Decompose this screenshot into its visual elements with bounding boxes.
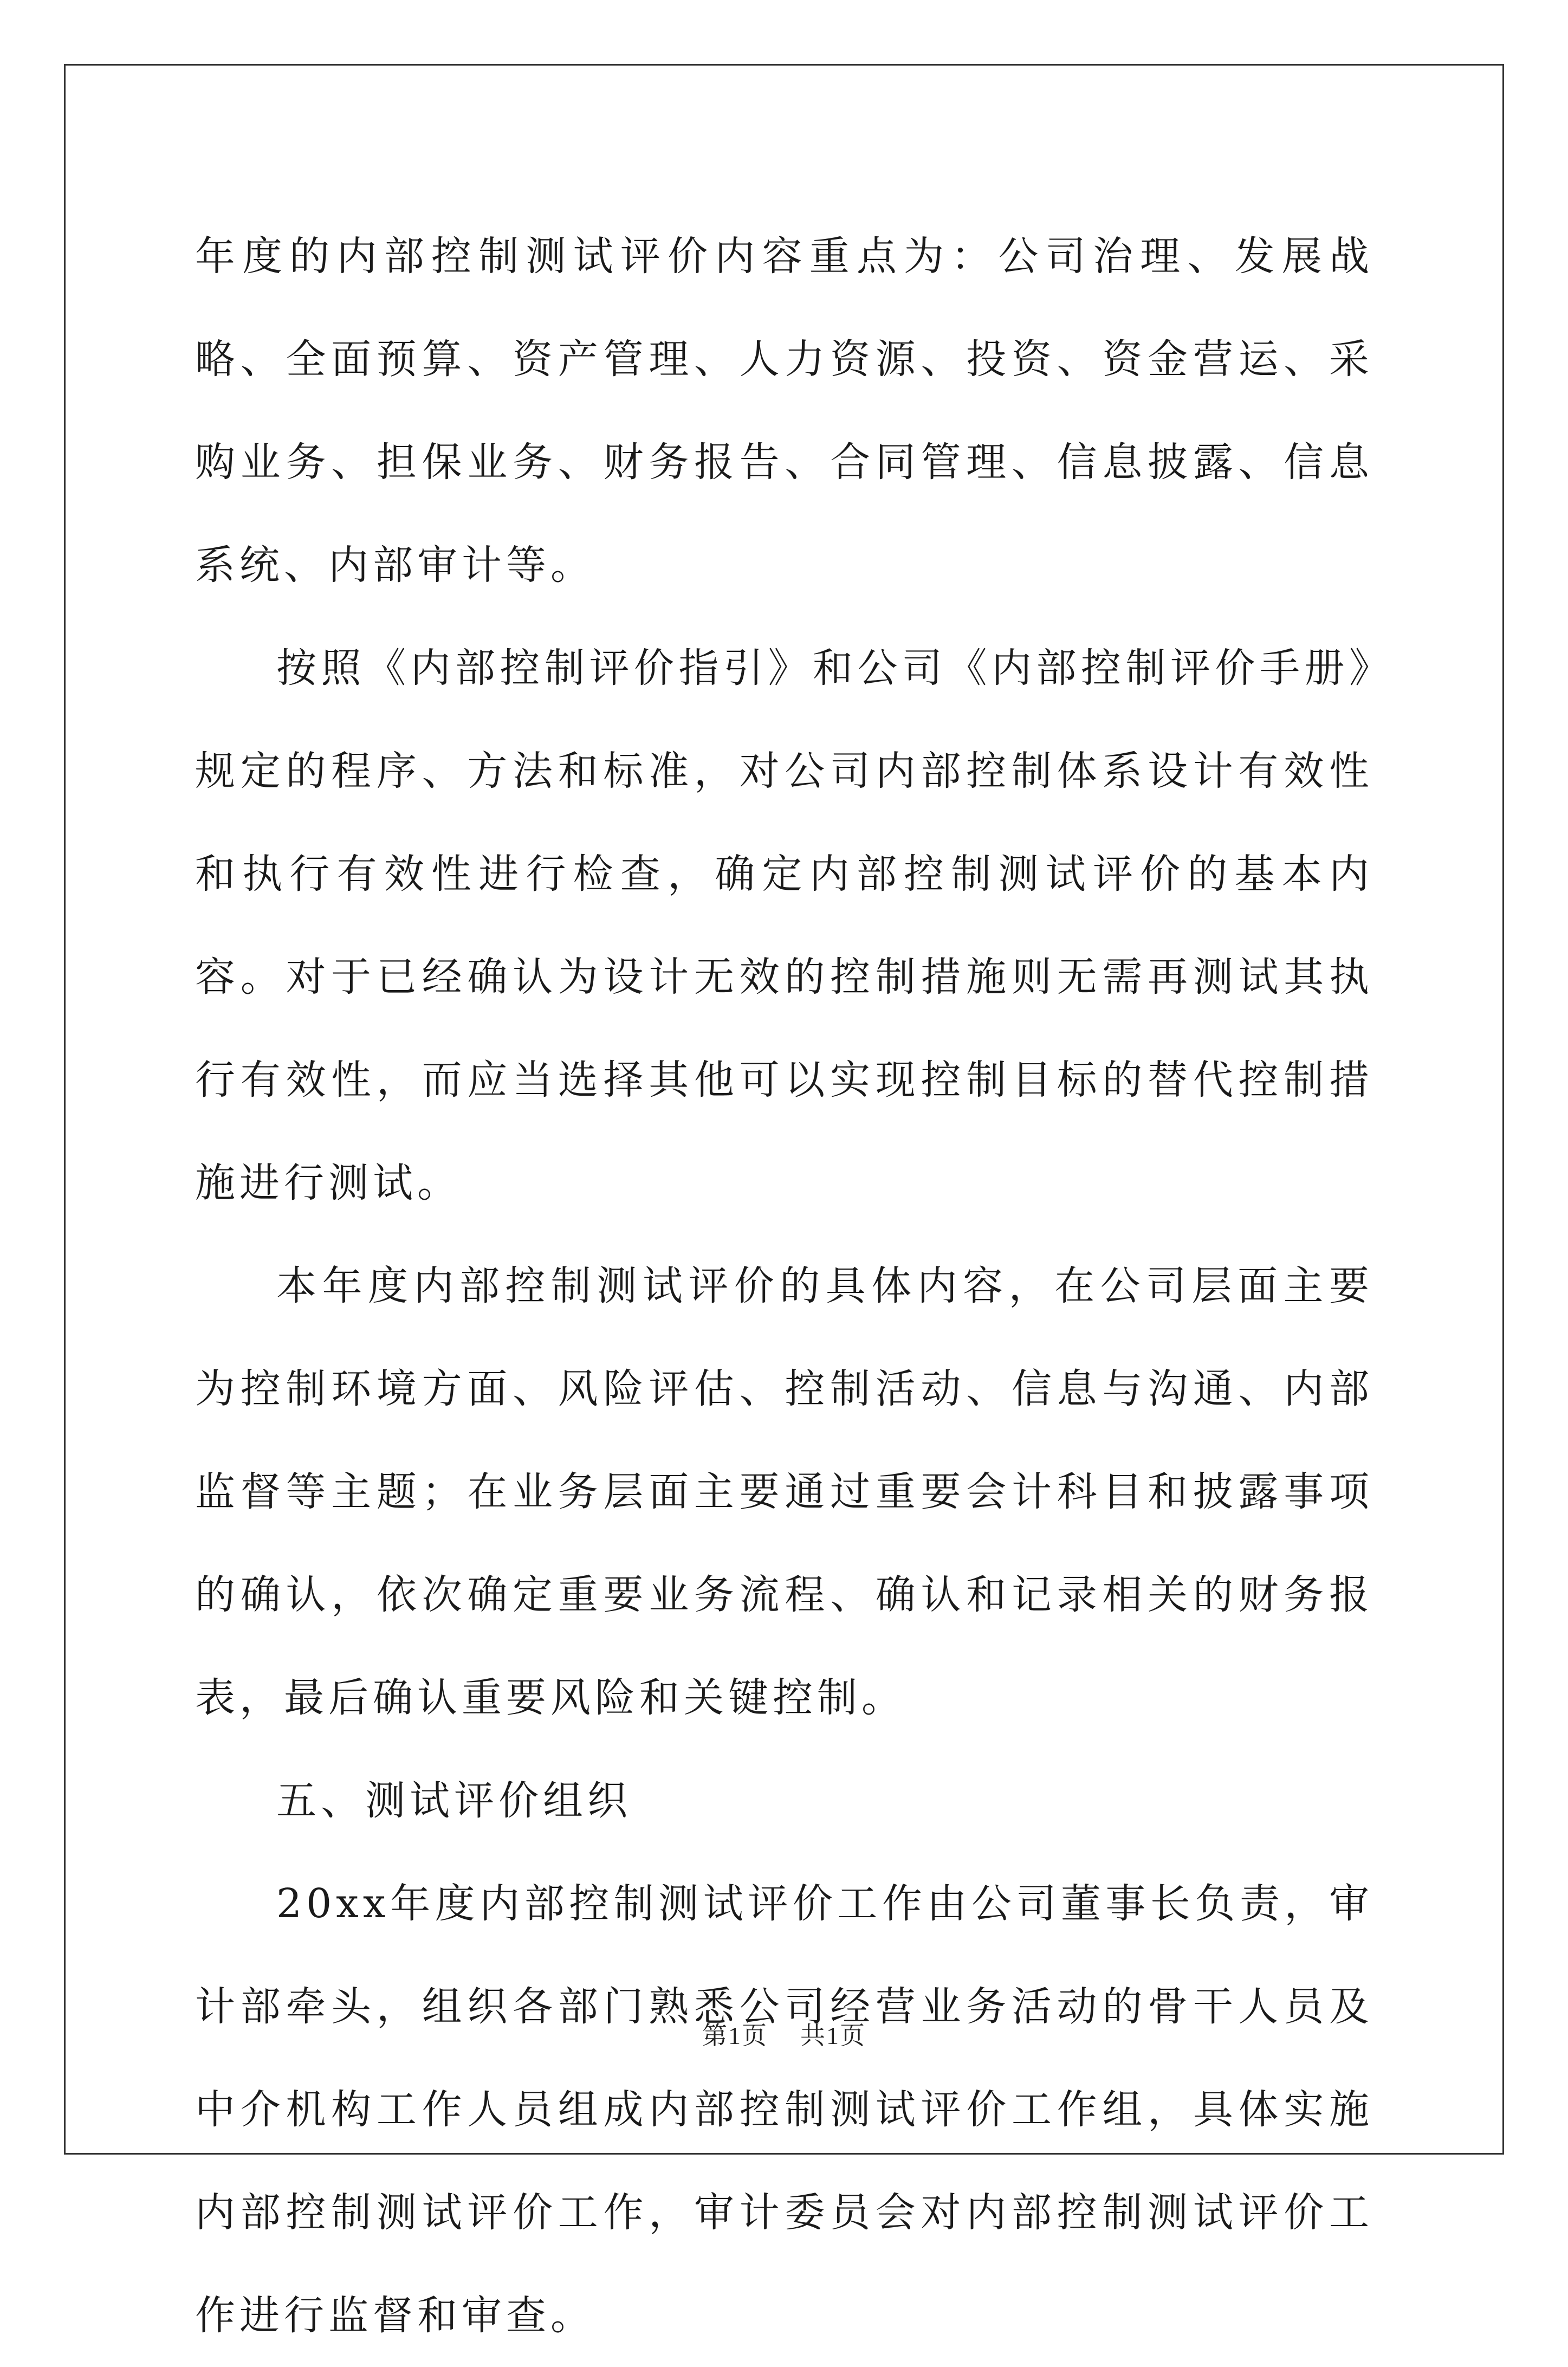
paragraph: 20xx年度内部控制测试评价工作由公司董事长负责，审计部牵头，组织各部门熟悉公司经营业务活动的骨干人员及中介机构工作人员组成内部控制测试评价工作组，具体实施内部控制测试评价工作，审计委员会对内部控制测试评价工作进行监督和审查。 [195,1880,1373,2339]
paragraph: 按照《内部控制评价指引》和公司《内部控制评价手册》规定的程序、方法和标准，对公司内部控制体系设计有效性和执行有效性进行检查，确定内部控制测试评价的基本内容。对于已经确认为设计无效的控制措施则无需再测试其执行有效性，而应当选择其他可以实现控制目标的替代控制措施进行测试。 [195,645,1373,1206]
section-heading: 五、测试评价组织 [276,1777,632,1824]
paragraph: 本年度内部控制测试评价的具体内容，在公司层面主要为控制环境方面、风险评估、控制活动、信息与沟通、内部监督等主题；在业务层面主要通过重要会计科目和披露事项的确认，依次确定重要业务流程、确认和记录相关的财务报表，最后确认重要风险和关键控制。 [195,1263,1373,1721]
page-footer [0,2016,1568,2052]
page-total: 共1页 [800,2022,866,2049]
page-number: 第1页 [702,2022,768,2049]
paragraph: 年度的内部控制测试评价内容重点为：公司治理、发展战略、全面预算、资产管理、人力资源、投资、资金营运、采购业务、担保业务、财务报告、合同管理、信息披露、信息系统、内部审计等。 [195,233,1373,588]
